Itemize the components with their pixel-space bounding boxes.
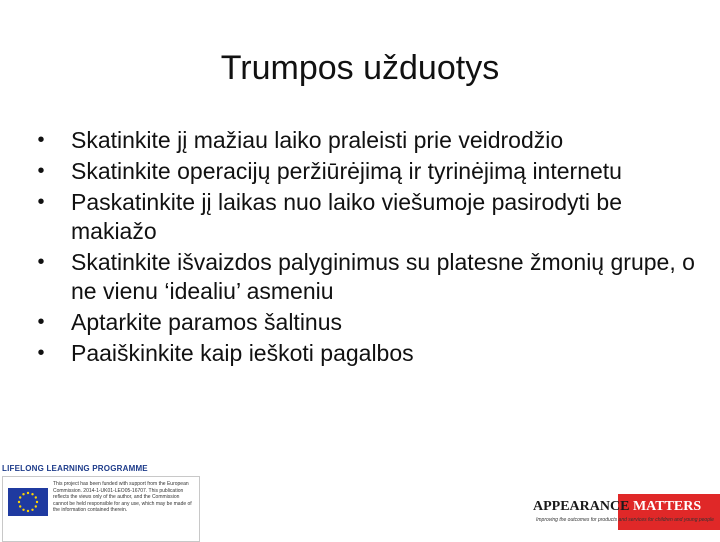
am-logo-title — [533, 499, 701, 515]
appearance-matters-logo — [530, 494, 720, 530]
lifelong-learning-logo — [0, 464, 202, 540]
bullet-item — [26, 188, 706, 246]
bullet-text: Paaiškinkite kaip ieškoti pagalbos — [71, 340, 414, 366]
bullet-list — [26, 126, 706, 370]
bullet-marker: • — [37, 311, 45, 333]
bullet-text: Paskatinkite jį laikas nuo laiko viešumoje pasirodyti be makiažo — [71, 189, 623, 244]
bullet-text: Skatinkite jį mažiau laiko praleisti prie veidrodžio — [71, 127, 564, 153]
bullet-text: Skatinkite operacijų peržiūrėjimą ir tyrinėjimą internetu — [71, 158, 622, 184]
bullet-item — [26, 126, 706, 155]
bullet-marker: • — [37, 191, 45, 213]
eu-flag-stars — [8, 488, 48, 516]
bullet-marker: • — [37, 342, 45, 364]
bullet-item — [26, 248, 706, 306]
bullet-item — [26, 308, 706, 337]
bullet-marker: • — [37, 129, 45, 151]
slide-title: Trumpos užduotys — [220, 49, 500, 87]
llp-logo-title: LIFELONG LEARNING PROGRAMME — [2, 464, 148, 473]
bullet-item — [26, 157, 706, 186]
am-logo-word-matters: MATTERS — [632, 499, 702, 514]
am-logo-word-appearance: APPEARANCE — [533, 499, 630, 514]
bullet-text: Aptarkite paramos šaltinus — [71, 309, 343, 335]
bullet-marker: • — [37, 160, 45, 182]
llp-disclaimer-text: This project has been funded with support from the European Commission. 2014-1-UK01-LEO05-16707. This publication reflects the views only of the author, and the Commission cannot be held responsible for any use, which may be made of the information contained therein. — [53, 481, 192, 513]
eu-flag-icon — [8, 488, 48, 516]
llp-logo-box — [2, 476, 200, 542]
am-logo-tagline: Improving the outcomes for products and services for children and young people — [536, 517, 714, 523]
bullet-text: Skatinkite išvaizdos palyginimus su platesne žmonių grupe, o ne vienu ‘idealiu’ asmeniu — [71, 249, 695, 304]
bullet-item — [26, 339, 706, 368]
bullet-marker: • — [37, 251, 45, 273]
